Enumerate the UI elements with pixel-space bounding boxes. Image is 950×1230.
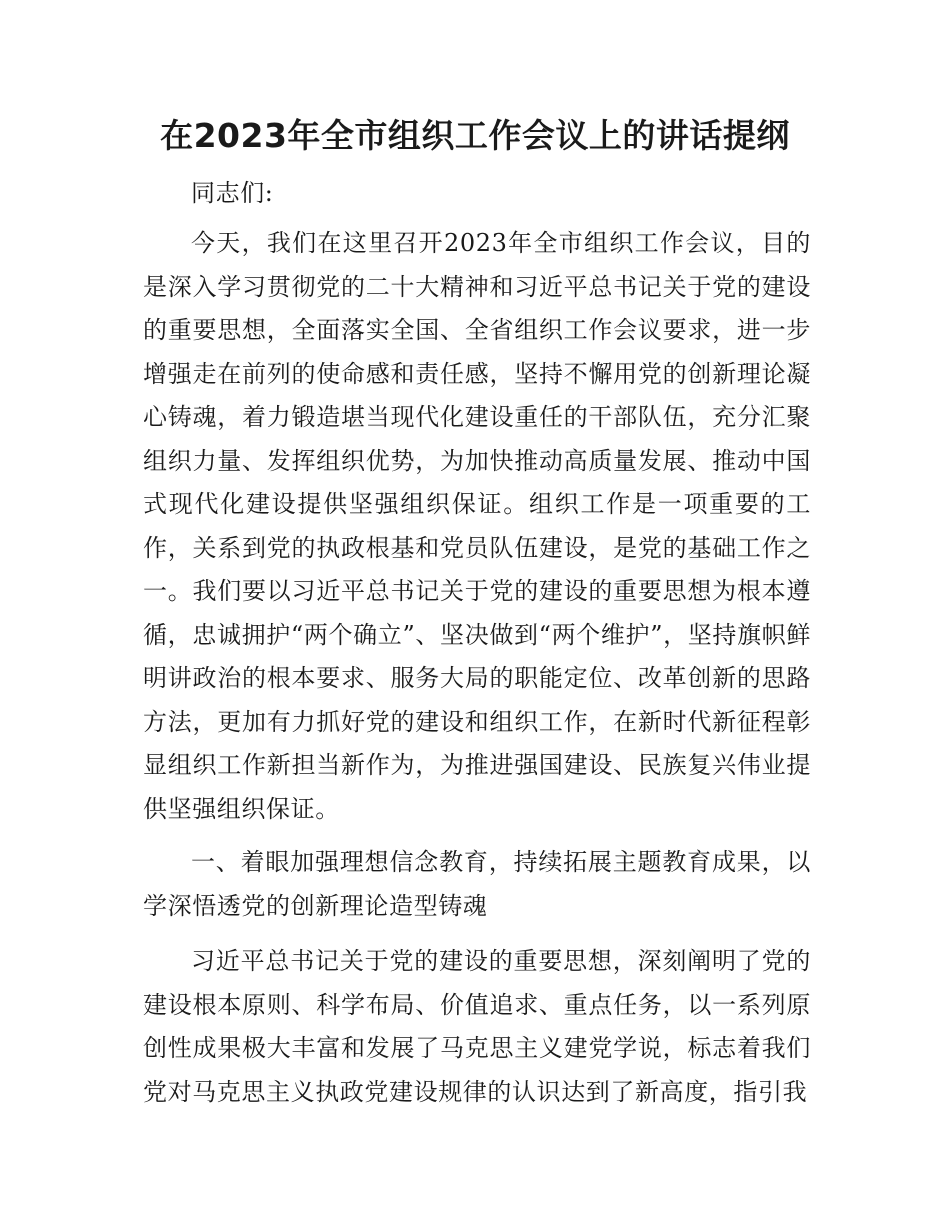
- body-paragraph-1: 今天，我们在这里召开2023年全市组织工作会议，目的是深入学习贯彻党的二十大精神和习近平总书记关于党的建设的重要思想，全面落实全国、全省组织工作会议要求，进一步增强走在前列的使命感和责任感，坚持不懈用党的创新理论凝心铸魂，着力锻造堪当现代化建设重任的干部队伍，充分汇聚组织力量、发挥组织优势，为加快推动高质量发展、推动中国式现代化建设提供坚强组织保证。组织工作是一项重要的工作，关系到党的执政根基和党员队伍建设，是党的基础工作之一。我们要以习近平总书记关于党的建设的重要思想为根本遵循，忠诚拥护“两个确立”、坚决做到“两个维护”，坚持旗帜鲜明讲政治的根本要求、服务大局的职能定位、改革创新的思路方法，更加有力抓好党的建设和组织工作，在新时代新征程彰显组织工作新担当新作为，为推进强国建设、民族复兴伟业提供坚强组织保证。: [143, 229, 811, 823]
- section-heading-1: 一、着眼加强理想信念教育，持续拓展主题教育成果，以学深悟透党的创新理论造型铸魂: [143, 848, 811, 920]
- salutation: 同志们:: [191, 179, 274, 207]
- body-paragraph-2: 习近平总书记关于党的建设的重要思想，深刻阐明了党的建设根本原则、科学布局、价值追求、重点任务，以一系列原创性成果极大丰富和发展了马克思主义建党学说，标志着我们党对马克思主义执政党建设规律的认识达到了新高度，指引我: [143, 947, 811, 1106]
- document-title: 在2023年全市组织工作会议上的讲话提纲: [160, 116, 790, 155]
